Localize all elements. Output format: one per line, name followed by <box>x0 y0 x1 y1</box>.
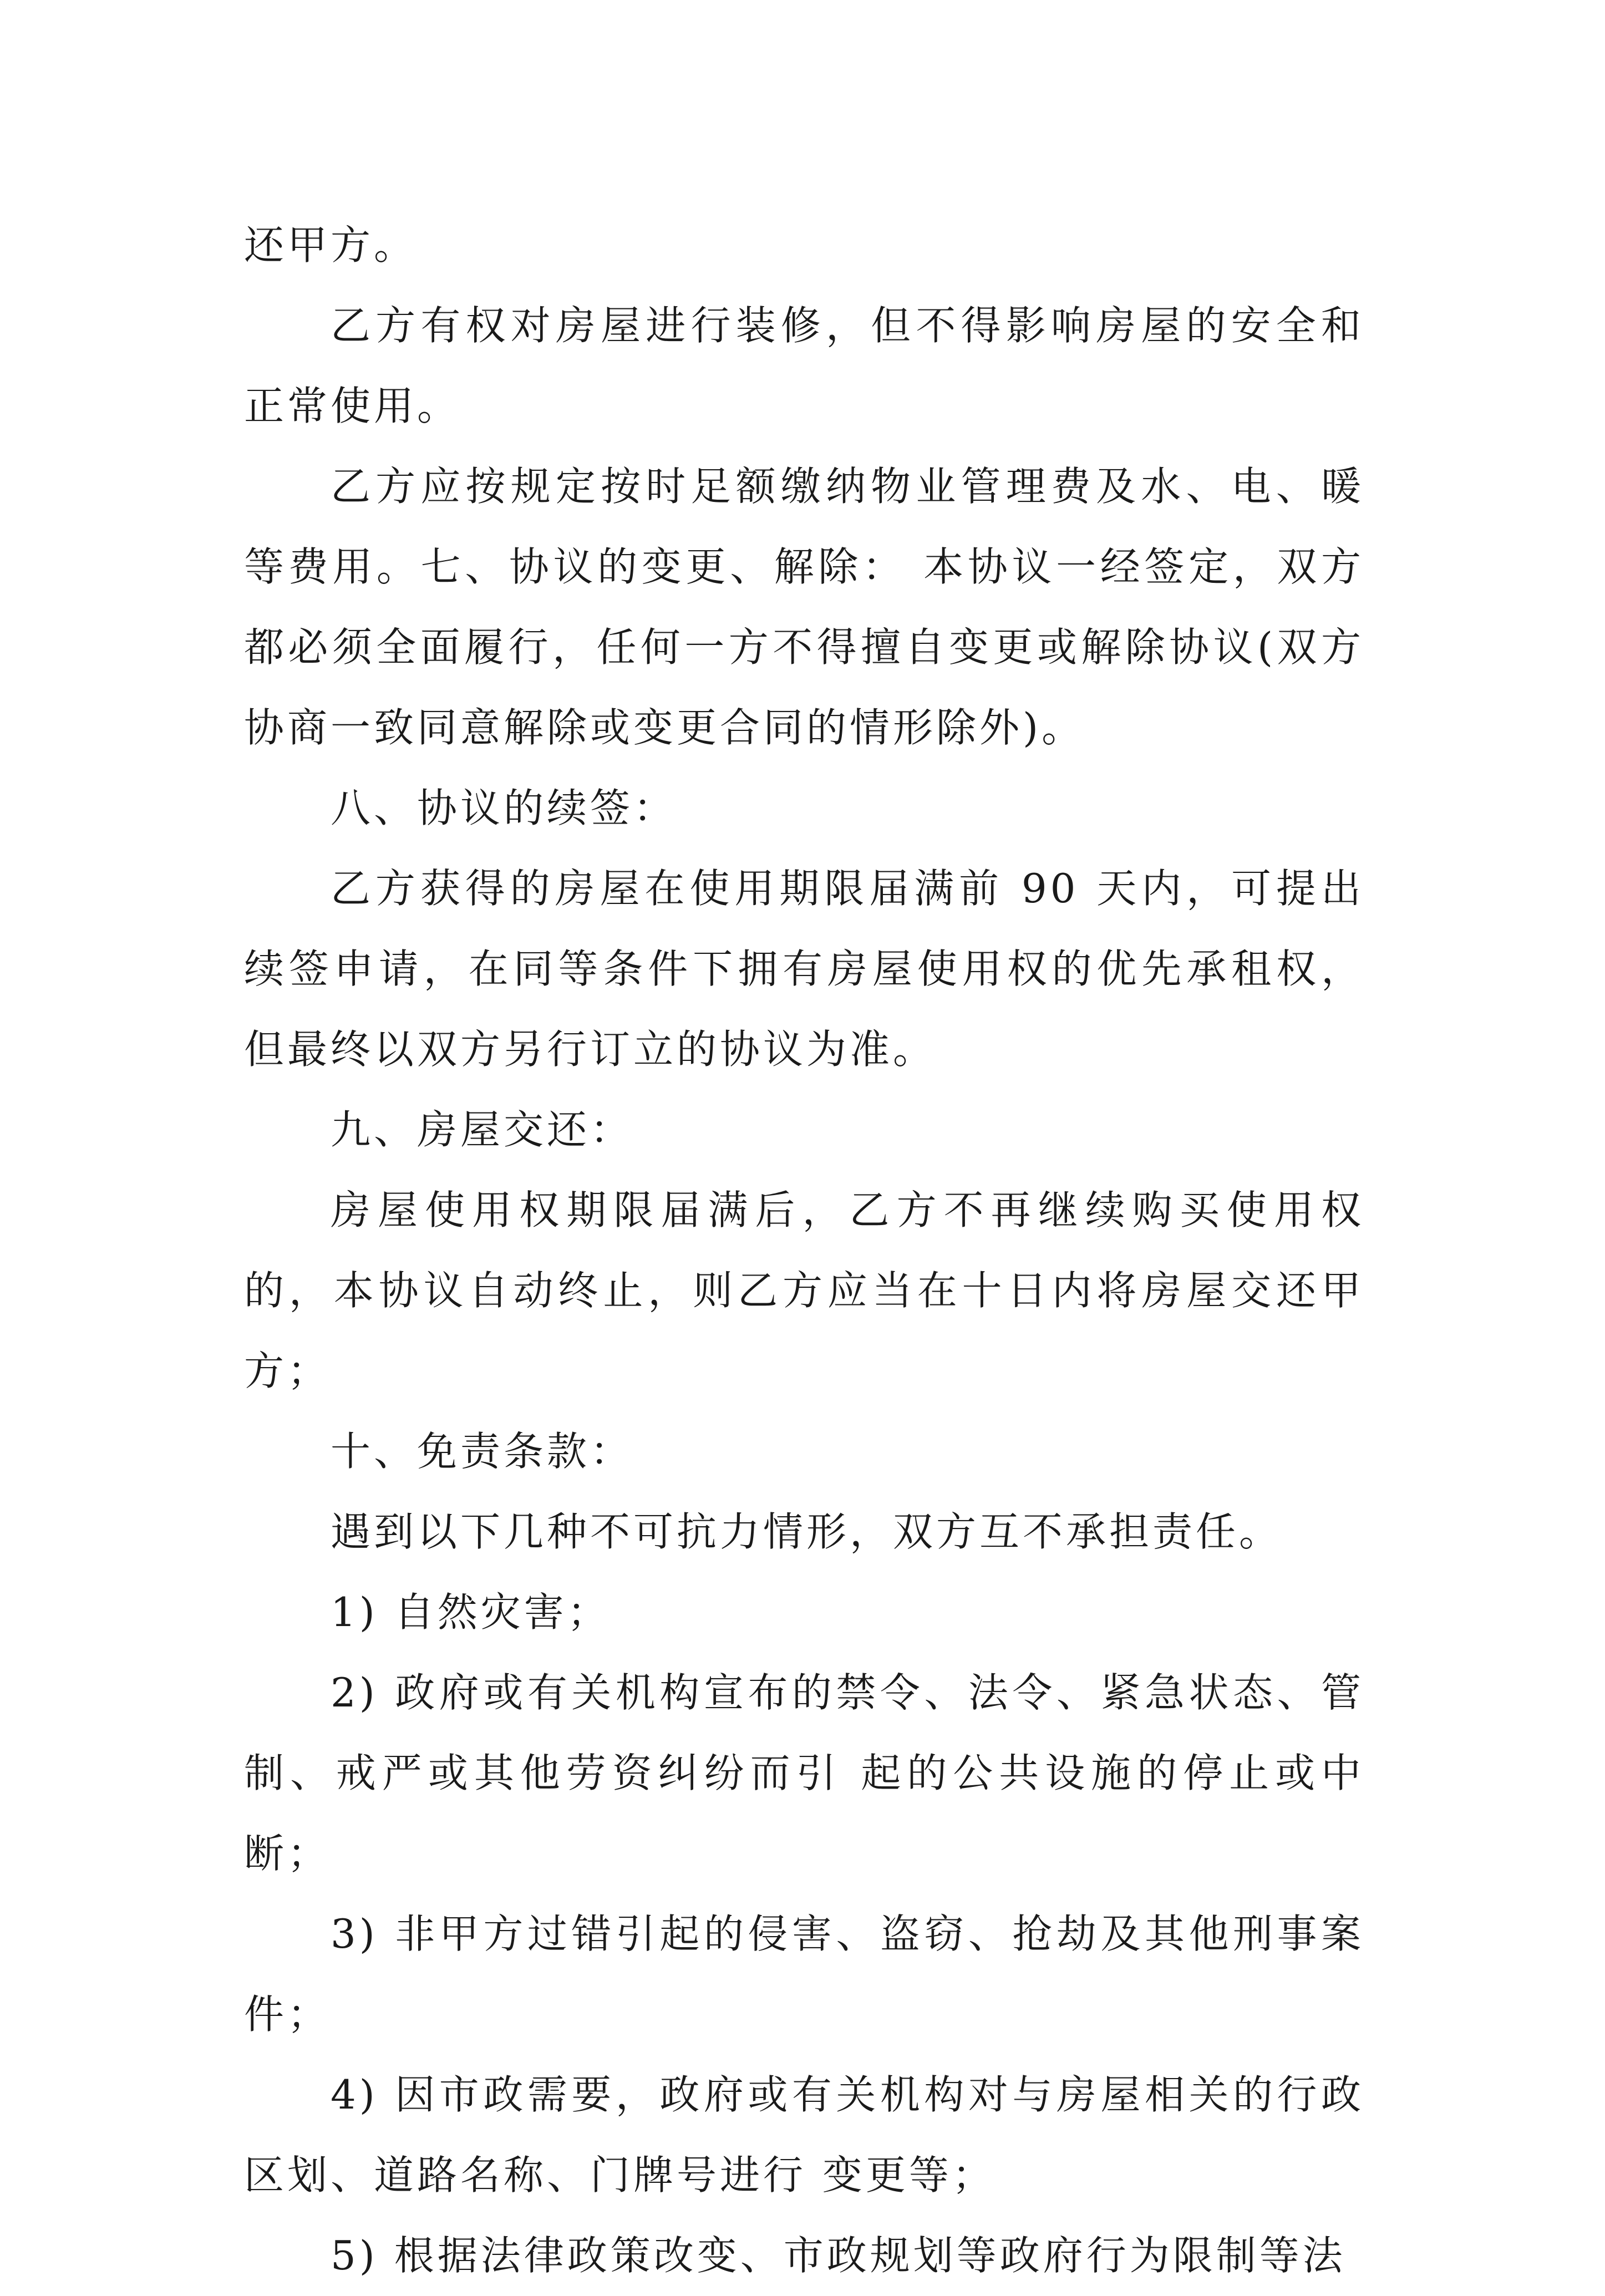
list-item-5: 5) 根据法律政策改变、市政规划等政府行为限制等法 <box>331 2232 1346 2279</box>
list-item-2: 2) 政府或有关机构宣布的禁令、法令、紧急状态、管制、戒严或其他劳资纠纷而引 起的公共设施的停止或中断； <box>244 1669 1364 1877</box>
document-body <box>244 205 1364 2296</box>
section-heading-return: 九、房屋交还： <box>331 1106 634 1153</box>
list-item-3: 3) 非甲方过错引起的侵害、盗窃、抢劫及其他刑事案件； <box>244 1911 1364 2038</box>
paragraph-5: 乙方获得的房屋在使用期限届满前 90 天内，可提出续签申请，在同等条件下拥有房屋使用权的优先承租权，但最终以双方另行订立的协议为准。 <box>244 865 1364 1073</box>
list-item-4: 4) 因市政需要，政府或有关机构对与房屋相关的行政区划、道路名称、门牌号进行 变更等； <box>244 2071 1364 2198</box>
section-heading-exemption: 十、免责条款： <box>331 1428 634 1475</box>
section-heading-renewal: 八、协议的续签： <box>331 785 677 831</box>
paragraph-7: 房屋使用权期限届满后，乙方不再继续购买使用权的，本协议自动终止，则乙方应当在十日内将房屋交还甲方； <box>244 1187 1364 1394</box>
paragraph-1: 还甲方。 <box>244 222 418 268</box>
paragraph-3: 乙方应按规定按时足额缴纳物业管理费及水、电、暖等费用。七、协议的变更、解除： 本协议一经签定，双方都必须全面履行，任何一方不得擅自变更或解除协议(双方协商一致同意解除或变更合同的情形除外)。 <box>244 463 1364 751</box>
paragraph-9: 遇到以下几种不可抗力情形，双方互不承担责任。 <box>331 1508 1283 1555</box>
list-item-1: 1) 自然灾害； <box>331 1589 611 1635</box>
paragraph-2: 乙方有权对房屋进行装修，但不得影响房屋的安全和正常使用。 <box>244 302 1364 429</box>
